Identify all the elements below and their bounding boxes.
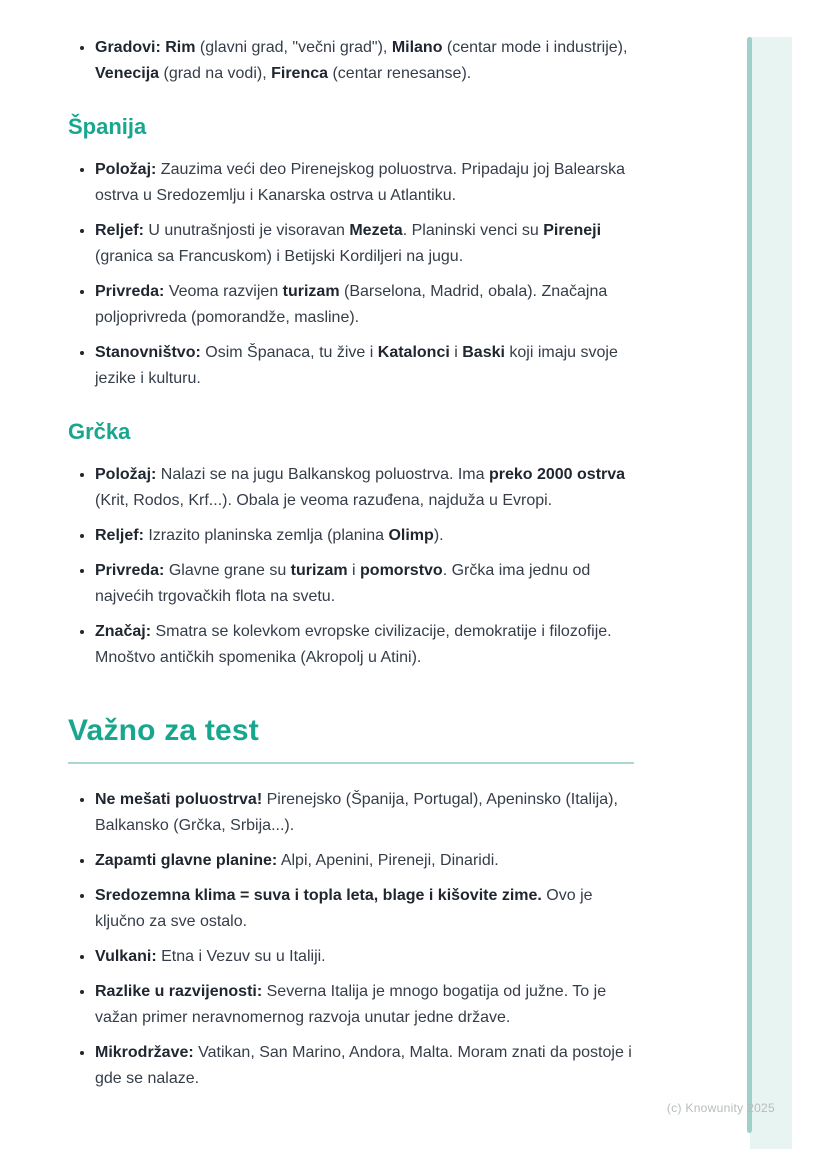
- body-text: Pirenejsko (Španija, Portugal), Apeninsko (Italija), Balkansko (Grčka, Srbija...).: [95, 791, 618, 834]
- list-item: [95, 217, 634, 270]
- bold-text: Reljef:: [95, 527, 144, 544]
- bold-text: Katalonci: [377, 344, 450, 361]
- list-item: [95, 339, 634, 392]
- bold-text: Razlike u razvijenosti:: [95, 983, 263, 1000]
- bold-text: Položaj:: [95, 466, 157, 483]
- page-edge-accent-bar: [747, 37, 752, 1133]
- list-item: [95, 278, 634, 331]
- body-text: Etna i Vezuv su u Italiji.: [156, 948, 326, 965]
- bullet-list: [68, 461, 634, 671]
- section-divider: [68, 762, 634, 764]
- body-text: i: [347, 562, 361, 579]
- bold-text: Firenca: [271, 65, 329, 82]
- body-text: Izrazito planinska zemlja (planina: [143, 527, 389, 544]
- bold-text: Mikrodržave:: [95, 1044, 194, 1061]
- body-text: Glavne grane su: [164, 562, 291, 579]
- list-item: [95, 618, 634, 671]
- section-heading: Španija: [68, 114, 147, 139]
- body-text: Nalazi se na jugu Balkanskog poluostrva. Ima: [156, 466, 489, 483]
- body-text: Osim Španaca, tu žive i: [200, 344, 378, 361]
- list-item: [95, 557, 634, 610]
- bold-text: Vulkani:: [95, 948, 157, 965]
- body-text: (glavni grad, "večni grad"),: [195, 39, 392, 56]
- bold-text: Stanovništvo:: [95, 344, 201, 361]
- list-item: [95, 978, 634, 1031]
- bold-text: Mezeta: [349, 222, 403, 239]
- body-text: Zauzima veći deo Pirenejskog poluostrva. Pripadaju joj Balearska ostrva u Sredozemlju i Kanarska ostrva u Atlantiku.: [95, 161, 626, 204]
- bold-text: Ne mešati poluostrva!: [95, 791, 263, 808]
- bold-text: Milano: [391, 39, 443, 56]
- list-item: [95, 786, 634, 839]
- bold-text: Reljef:: [95, 222, 144, 239]
- section-heading: Grčka: [68, 419, 131, 444]
- list-item: [95, 847, 634, 874]
- body-text: (centar renesanse).: [328, 65, 472, 82]
- body-text: Severna Italija je mnogo bogatija od južne. To je važan primer neravnomernog razvoja unutar jedne države.: [95, 983, 607, 1026]
- body-text: (granica sa Francuskom) i Betijski Kordiljeri na jugu.: [95, 248, 464, 265]
- body-text: Ovo je ključno za sve ostalo.: [95, 887, 593, 930]
- body-text: Smatra se kolevkom evropske civilizacije, demokratije i filozofije. Mnoštvo antičkih spomenika (Akropolj u Atini).: [95, 623, 612, 666]
- bold-text: Zapamti glavne planine:: [95, 852, 278, 869]
- bold-text: Privreda:: [95, 283, 165, 300]
- body-text: . Grčka ima jednu od najvećih trgovačkih flota na svetu.: [95, 562, 591, 605]
- body-text: (grad na vodi),: [159, 65, 272, 82]
- copyright-watermark: (c) Knowunity 2025: [666, 1101, 775, 1115]
- bullet-list: [68, 156, 634, 392]
- bold-text: Gradovi: Rim: [95, 39, 196, 56]
- list-item: [95, 943, 634, 970]
- bold-text: Pireneji: [543, 222, 602, 239]
- bold-text: preko 2000 ostrva: [488, 466, 626, 483]
- body-text: (centar mode i industrije),: [442, 39, 628, 56]
- body-text: koji imaju svoje jezike i kulturu.: [95, 344, 618, 387]
- bold-text: Privreda:: [95, 562, 165, 579]
- bold-text: Značaj:: [95, 623, 152, 640]
- body-text: Vatikan, San Marino, Andora, Malta. Moram znati da postoje i gde se nalaze.: [95, 1044, 632, 1087]
- bold-text: turizam: [290, 562, 348, 579]
- bold-text: Položaj:: [95, 161, 157, 178]
- section-heading: Važno za test: [68, 714, 259, 747]
- bold-text: pomorstvo: [360, 562, 443, 579]
- bold-text: Sredozemna klima = suva i topla leta, blage i kišovite zime.: [95, 887, 542, 904]
- bold-text: Olimp: [388, 527, 434, 544]
- body-text: (Barselona, Madrid, obala). Značajna poljoprivreda (pomorandže, masline).: [95, 283, 608, 326]
- bullet-list: [68, 34, 634, 87]
- body-text: (Krit, Rodos, Krf...). Obala je veoma razuđena, najduža u Evropi.: [95, 492, 553, 509]
- body-text: Veoma razvijen: [164, 283, 283, 300]
- body-text: i: [449, 344, 463, 361]
- list-item: [95, 882, 634, 935]
- list-item: [95, 461, 634, 514]
- body-text: U unutrašnjosti je visoravan: [143, 222, 350, 239]
- bold-text: Baski: [462, 344, 505, 361]
- page-edge-highlight: [750, 37, 792, 1149]
- notes-content: [68, 34, 634, 1100]
- body-text: ).: [433, 527, 444, 544]
- bold-text: turizam: [282, 283, 340, 300]
- bullet-list: [68, 786, 634, 1092]
- bold-text: Venecija: [95, 65, 160, 82]
- list-item: [95, 522, 634, 549]
- body-text: Alpi, Apenini, Pireneji, Dinaridi.: [277, 852, 499, 869]
- list-item: [95, 1039, 634, 1092]
- list-item: [95, 34, 634, 87]
- body-text: . Planinski venci su: [402, 222, 544, 239]
- list-item: [95, 156, 634, 209]
